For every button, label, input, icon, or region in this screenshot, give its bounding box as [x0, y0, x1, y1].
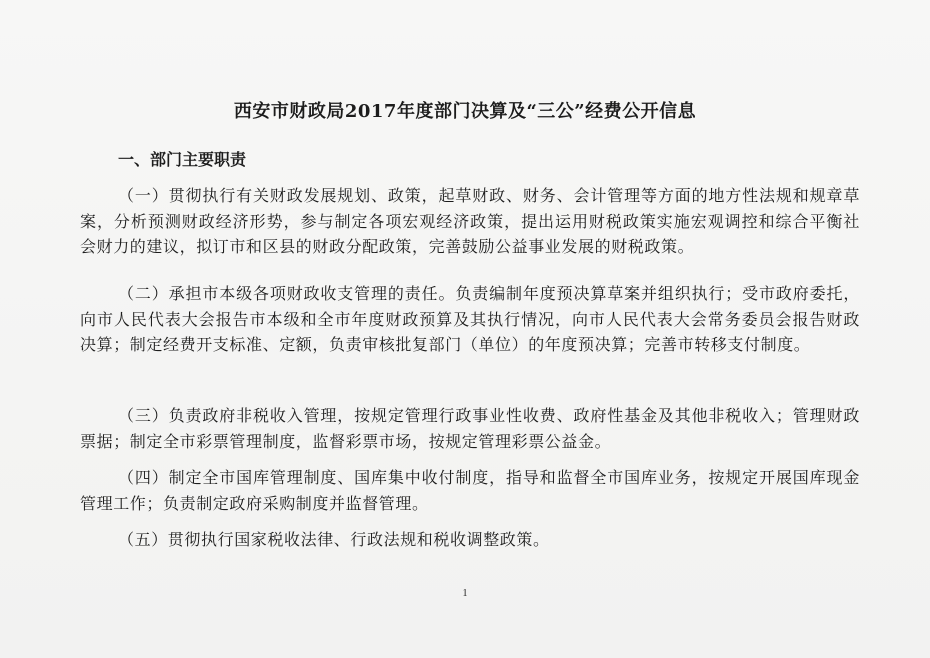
document-title: 西安市财政局2017年度部门决算及“三公”经费公开信息 [233, 101, 697, 122]
page-number: 1 [462, 588, 468, 599]
duty-item-4: （四）制定全市国库管理制度、国库集中收付制度，指导和监督全市国库业务，按规定开展国库现金管理工作；负责制定政府采购制度并监督管理。 [80, 468, 860, 513]
duty-item-3: （三）负责政府非税收入管理，按规定管理行政事业性收费、政府性基金及其他非税收入；管理财政票据；制定全市彩票管理制度，监督彩票市场，按规定管理彩票公益金。 [80, 406, 860, 451]
duty-item-2: （二）承担市本级各项财政收支管理的责任。负责编制年度预决算草案并组织执行；受市政府委托，向市人民代表大会报告市本级和全市年度财政预算及其执行情况，向市人民代表大会常务委员会报告财政决算；制定经费开支标准、定额，负责审核批复部门（单位）的年度预决算；完善市转移支付制度。 [80, 284, 860, 354]
duty-item-5: （五）贯彻执行国家税收法律、行政法规和税收调整政策。 [118, 530, 550, 549]
duty-item-1: （一）贯彻执行有关财政发展规划、政策，起草财政、财务、会计管理等方面的地方性法规和规章草案，分析预测财政经济形势，参与制定各项宏观经济政策，提出运用财税政策实施宏观调控和综合平衡社会财力的建议，拟订市和区县的财政分配政策，完善鼓励公益事业发展的财税政策。 [80, 186, 860, 256]
section-heading: 一、部门主要职责 [118, 150, 247, 169]
